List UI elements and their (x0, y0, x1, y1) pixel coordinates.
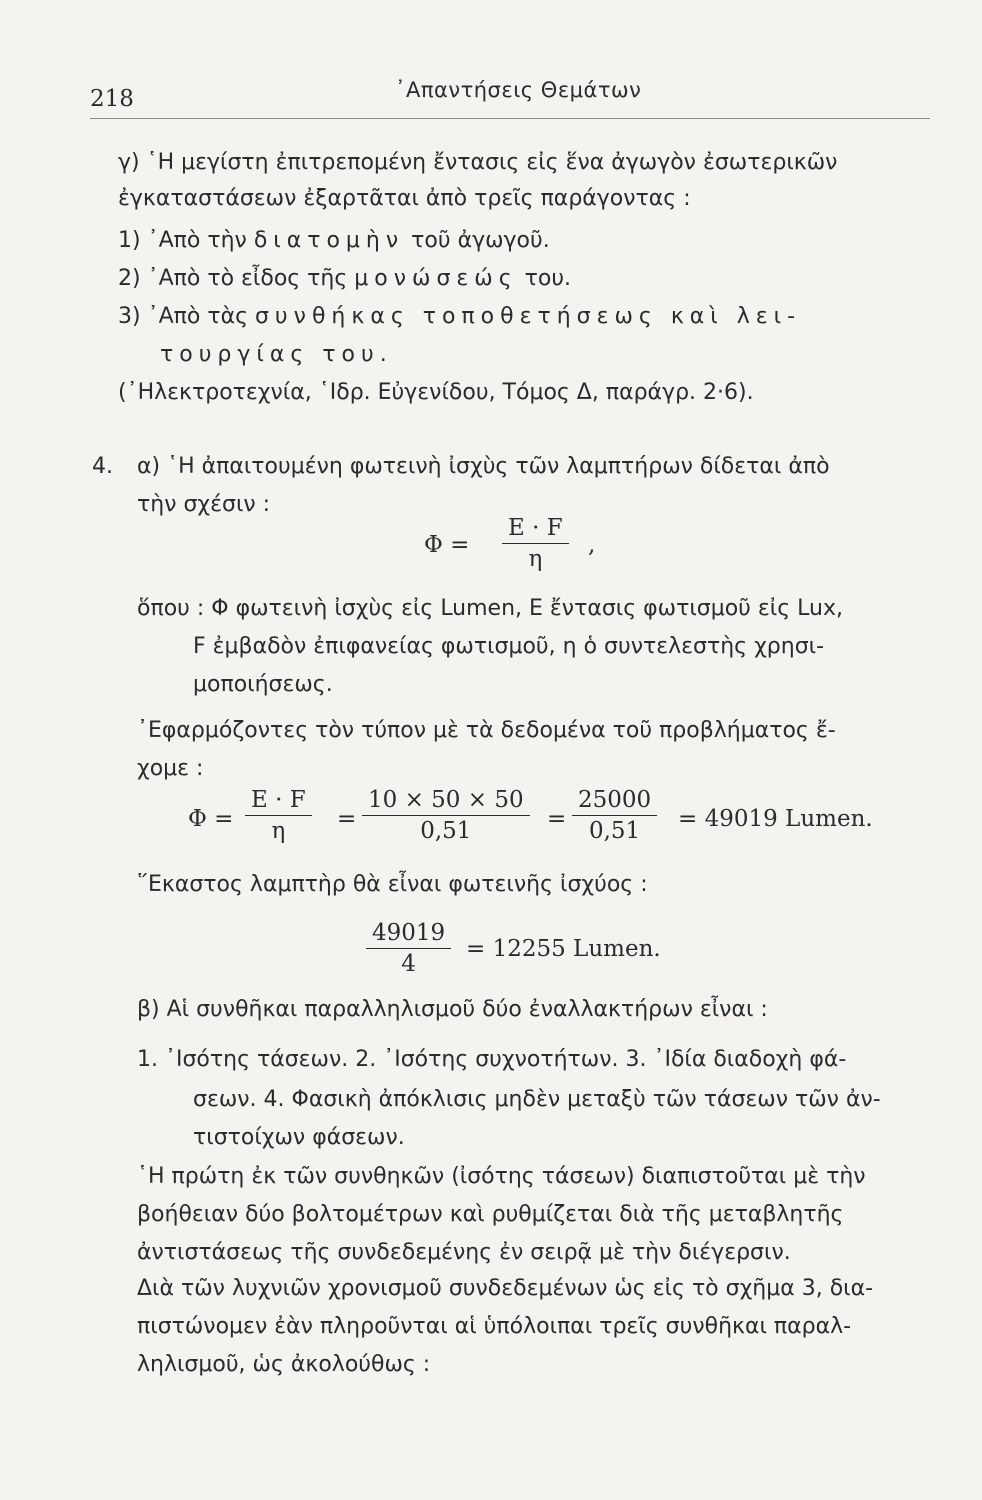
calc-fraction-2-denominator: 0,51 (420, 818, 472, 844)
gamma-item-3-spaced: συνθήκας τοποθετήσεως καὶ λει- (254, 304, 802, 329)
alpha-line-1: α) ῾Η ἀπαιτουμένη φωτεινὴ ἰσχὺς τῶν λαμπτήρων δίδεται ἀπὸ (137, 454, 830, 479)
alpha-line-2: τὴν σχέσιν : (137, 492, 271, 517)
each-calc-denominator: 4 (401, 951, 416, 977)
calc-fraction-1-numerator: E · F (245, 787, 312, 816)
gamma-item-2 (118, 264, 571, 294)
apply-line-2: χομε : (137, 756, 204, 781)
gamma-item-2-prefix: 2) ᾿Απὸ τὸ εἶδος τῆς (118, 266, 348, 291)
para-1-line-2: βοήθειαν δύο βολτομέτρων καὶ ρυθμίζεται διὰ τῆς μεταβλητῆς (137, 1202, 844, 1227)
gamma-item-1 (118, 226, 550, 256)
where-line-1: ὅπου : Φ φωτεινὴ ἰσχὺς εἰς Lumen, E ἔντασις φωτισμοῦ εἰς Lux, (137, 596, 843, 621)
calc-fraction-3-denominator: 0,51 (588, 818, 641, 844)
calc-fraction-1-denominator: η (271, 818, 286, 844)
question-number: 4. (92, 454, 113, 479)
para-2-line-3: ληλισμοῦ, ὡς ἀκολούθως : (137, 1352, 431, 1377)
formula-lhs: Φ = (424, 532, 470, 558)
calc-equals-2: = (547, 806, 567, 832)
gamma-item-3-prefix: 3) ᾿Απὸ τὰς (118, 304, 248, 329)
calc-result: = 49019 Lumen. (678, 806, 873, 832)
formula-denominator: η (528, 546, 543, 572)
gamma-item-3 (118, 302, 801, 332)
calc-fraction-2-numerator: 10 × 50 × 50 (362, 787, 530, 816)
gamma-reference: (᾿Ηλεκτροτεχνία, ῾Ιδρ. Εὐγενίδου, Τόμος Δ, παράγρ. 2·6). (118, 380, 754, 405)
formula-comma: , (588, 532, 596, 558)
gamma-item-3-continued: τουργίας του. (160, 342, 393, 367)
calc-fraction-3 (572, 787, 657, 844)
gamma-item-2-spaced: μονώσεώς (354, 266, 518, 291)
page-number: 218 (90, 86, 134, 112)
calc-fraction-3-numerator: 25000 (572, 787, 657, 816)
gamma-item-2-suffix: του. (524, 266, 572, 291)
page-header (90, 78, 930, 118)
para-1-line-1: ῾Η πρώτη ἐκ τῶν συνθηκῶν (ἰσότης τάσεων) διαπιστοῦται μὲ τὴν (137, 1164, 866, 1189)
para-1-line-3: ἀντιστάσεως τῆς συνδεδεμένης ἐν σειρᾷ μὲ τὴν διέγερσιν. (137, 1240, 791, 1265)
each-calc-fraction (366, 920, 451, 977)
gamma-item-1-prefix: 1) ᾿Απὸ τὴν (118, 228, 247, 253)
each-lamp-line: ῞Εκαστος λαμπτὴρ θὰ εἶναι φωτεινῆς ἰσχύος : (137, 872, 648, 897)
gamma-item-1-suffix: τοῦ ἀγωγοῦ. (411, 228, 550, 253)
each-calc-numerator: 49019 (366, 920, 451, 949)
beta-line-1: β) Αἱ συνθῆκαι παραλληλισμοῦ δύο ἐναλλακτήρων εἶναι : (137, 997, 768, 1022)
apply-line-1: ᾿Εφαρμόζοντες τὸν τύπον μὲ τὰ δεδομένα τοῦ προβλήματος ἔ- (137, 718, 836, 743)
where-line-3: μοποιήσεως. (193, 672, 333, 697)
each-calc-result: = 12255 Lumen. (466, 936, 661, 962)
formula-fraction (502, 515, 569, 572)
running-head: ᾿Απαντήσεις Θεμάτων (395, 78, 642, 102)
beta-list-1: 1. ᾿Ισότης τάσεων. 2. ᾿Ισότης συχνοτήτων. 3. ᾿Ιδία διαδοχὴ φά- (137, 1047, 847, 1072)
para-2-line-2: πιστώνομεν ἐὰν πληροῦνται αἱ ὑπόλοιπαι τρεῖς συνθῆκαι παραλ- (137, 1314, 852, 1339)
where-line-2: F ἐμβαδὸν ἐπιφανείας φωτισμοῦ, η ὁ συντελεστὴς χρησι- (193, 634, 825, 659)
calc-equals-1: = (337, 806, 357, 832)
calc-lhs: Φ = (188, 806, 234, 832)
formula-numerator: E · F (502, 515, 569, 544)
beta-list-3: τιστοίχων φάσεων. (193, 1125, 405, 1150)
para-2-line-1: Διὰ τῶν λυχνιῶν χρονισμοῦ συνδεδεμένων ὡς εἰς τὸ σχῆμα 3, δια- (137, 1276, 874, 1301)
calc-fraction-2 (362, 787, 530, 844)
beta-list-2: σεων. 4. Φασικὴ ἀπόκλισις μηδὲν μεταξὺ τῶν τάσεων τῶν ἀν- (193, 1087, 881, 1112)
header-rule (90, 118, 930, 119)
gamma-line-1: γ) ῾Η μεγίστη ἐπιτρεπομένη ἔντασις εἰς ἕνα ἀγωγὸν ἐσωτερικῶν (118, 150, 838, 175)
calc-fraction-1 (245, 787, 312, 844)
gamma-item-1-spaced: διατομὴν (253, 228, 405, 253)
gamma-line-2: ἐγκαταστάσεων ἐξαρτᾶται ἀπὸ τρεῖς παράγοντας : (118, 186, 691, 211)
